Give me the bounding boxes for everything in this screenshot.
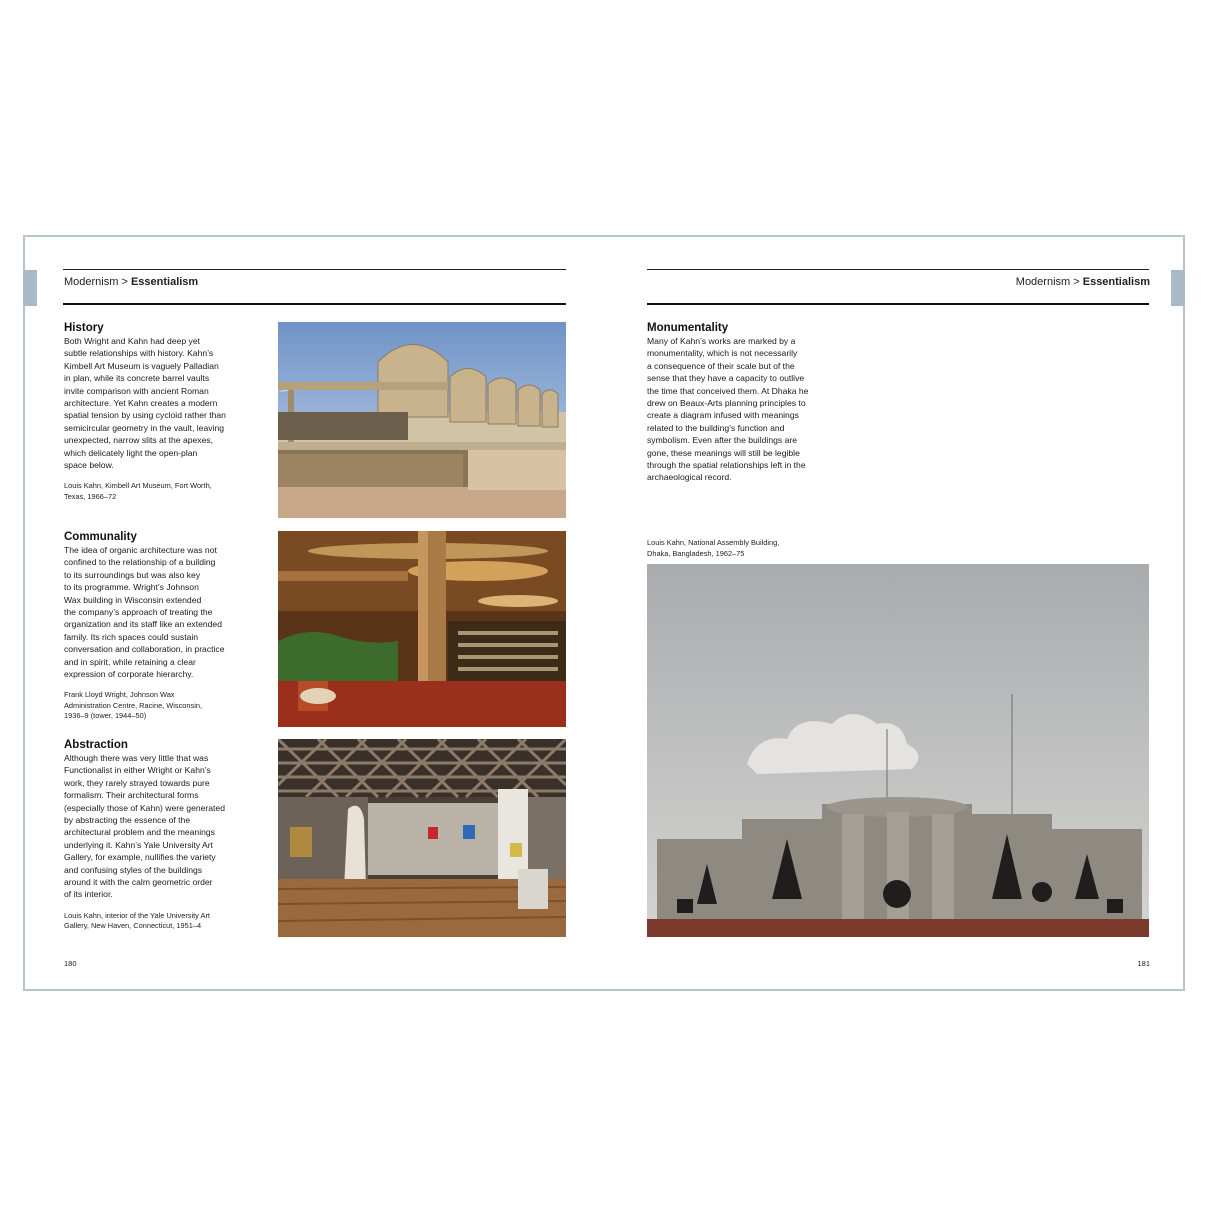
yale-gallery-photo [278,739,566,937]
caption-line: Gallery, New Haven, Connecticut, 1951–4 [64,921,202,931]
text-line: archaeological record. [647,472,732,483]
header-rule-top [647,269,1149,270]
text-line: around it with the calm geometric order [64,877,213,888]
text-line: Many of Kahn’s works are marked by a [647,336,796,346]
running-head-right [1016,275,1150,289]
image-caption [64,911,264,932]
text-line: to its surroundings but was also key [64,569,201,580]
text-line: related to the building’s function and [647,422,785,433]
text-line: Gallery, for example, nullifies the variety [64,852,216,863]
body-text [647,335,847,484]
text-line: create a diagram infused with meanings [647,410,799,421]
right-page [605,237,1185,989]
image-caption [64,690,264,722]
text-line: gone, these meanings will still be legible [647,447,800,458]
abstraction-section [64,738,264,932]
page-number-left: 180 [64,959,77,968]
body-text [64,335,264,471]
text-line: The idea of organic architecture was not [64,545,217,555]
national-assembly-caption [647,538,867,559]
text-line: organization and its staff like an extended [64,619,222,630]
national-assembly-photo [647,564,1149,937]
header-rule-top [63,269,566,270]
text-line: invite comparison with ancient Roman [64,385,209,396]
text-line: Although there was very little that was [64,753,209,763]
text-line: architecture. Yet Kahn creates a modern [64,398,218,409]
yale-gallery-illustration [278,739,566,937]
running-head-left [64,275,198,289]
johnson-wax-photo [278,531,566,727]
text-line: semicircular geometry in the vault, leaving [64,422,225,433]
text-line: to its programme. Wright’s Johnson [64,582,199,593]
text-line: confined to the relationship of a building [64,557,216,568]
text-line: the time that conceived them. At Dhaka he [647,385,809,396]
text-line: Kimbell Art Museum is vaguely Palladian [64,360,219,371]
text-line: Functionalist in either Wright or Kahn’s [64,765,211,776]
running-head-current: Essentialism [1082,276,1150,288]
text-line: the company’s approach of treating the [64,607,213,618]
left-page [25,237,605,989]
text-line: and in spirit, while retaining a clear [64,656,196,667]
text-line: spatial tension by using cycloid rather than [64,410,226,421]
text-line: which delicately light the open-plan [64,447,198,458]
text-line: space below. [64,460,114,471]
monumentality-section [647,321,847,484]
body-text [64,752,264,901]
caption-line: Louis Kahn, Kimbell Art Museum, Fort Worth, [64,481,212,491]
text-line: by abstracting the essence of the [64,815,191,826]
caption-line: Dhaka, Bangladesh, 1962–75 [647,548,745,558]
image-caption [647,538,867,559]
text-line: Wax building in Wisconsin extended [64,594,202,605]
text-line: family. Its rich spaces could sustain [64,631,199,642]
communality-section [64,530,264,722]
text-line: drew on Beaux-Arts planning principles to [647,398,806,409]
book-spread [23,235,1185,991]
kimbell-museum-photo [278,322,566,518]
body-text [64,544,264,680]
running-head-current: Essentialism [130,276,199,288]
section-heading: Abstraction [64,739,128,751]
text-line: subtle relationships with history. Kahn’s [64,348,214,359]
header-rule-bottom [63,303,566,305]
caption-line: Frank Lloyd Wright, Johnson Wax [64,690,175,700]
text-line: in plan, while its concrete barrel vaults [64,373,210,384]
section-heading: Monumentality [647,322,729,334]
page-number-right: 181 [1137,959,1150,968]
section-heading: Communality [64,531,137,543]
image-caption [64,481,264,502]
section-heading: History [64,322,104,334]
kimbell-museum-illustration [278,322,566,518]
running-head-parent: Modernism > [64,276,128,288]
text-line: work, they rarely strayed towards pure [64,777,210,788]
text-line: (especially those of Kahn) were generated [64,802,225,813]
johnson-wax-illustration [278,531,566,727]
text-line: underlying it. Kahn’s Yale University Art [64,839,214,850]
text-line: expression of corporate hierarchy. [64,669,194,680]
text-line: unexpected, narrow slits at the apexes, [64,435,214,446]
text-line: and confusing styles of the buildings [64,864,203,875]
text-line: sense that they have a capacity to outlive [647,373,805,384]
text-line: monumentality, which is not necessarily [647,348,798,359]
text-line: a consequence of their scale but of the [647,360,795,371]
text-line: architectural problem and the meanings [64,827,215,838]
caption-line: Texas, 1966–72 [64,491,117,501]
text-line: through the spatial relationships left in the [647,460,806,471]
caption-line: Administration Centre, Racine, Wisconsin, [64,700,203,710]
caption-line: Louis Kahn, interior of the Yale University Art [64,910,210,920]
national-assembly-illustration [647,564,1149,937]
text-line: formalism. Their architectural forms [64,790,199,801]
text-line: conversation and collaboration, in practice [64,644,225,655]
history-section [64,321,264,502]
text-line: Both Wright and Kahn had deep yet [64,336,201,346]
caption-line: 1936–9 (tower, 1944–50) [64,711,147,721]
running-head-parent: Modernism > [1015,276,1080,288]
text-line: of its interior. [64,889,113,900]
caption-line: Louis Kahn, National Assembly Building, [647,538,780,547]
text-line: symbolism. Even after the buildings are [647,435,797,446]
header-rule-bottom [647,303,1149,305]
